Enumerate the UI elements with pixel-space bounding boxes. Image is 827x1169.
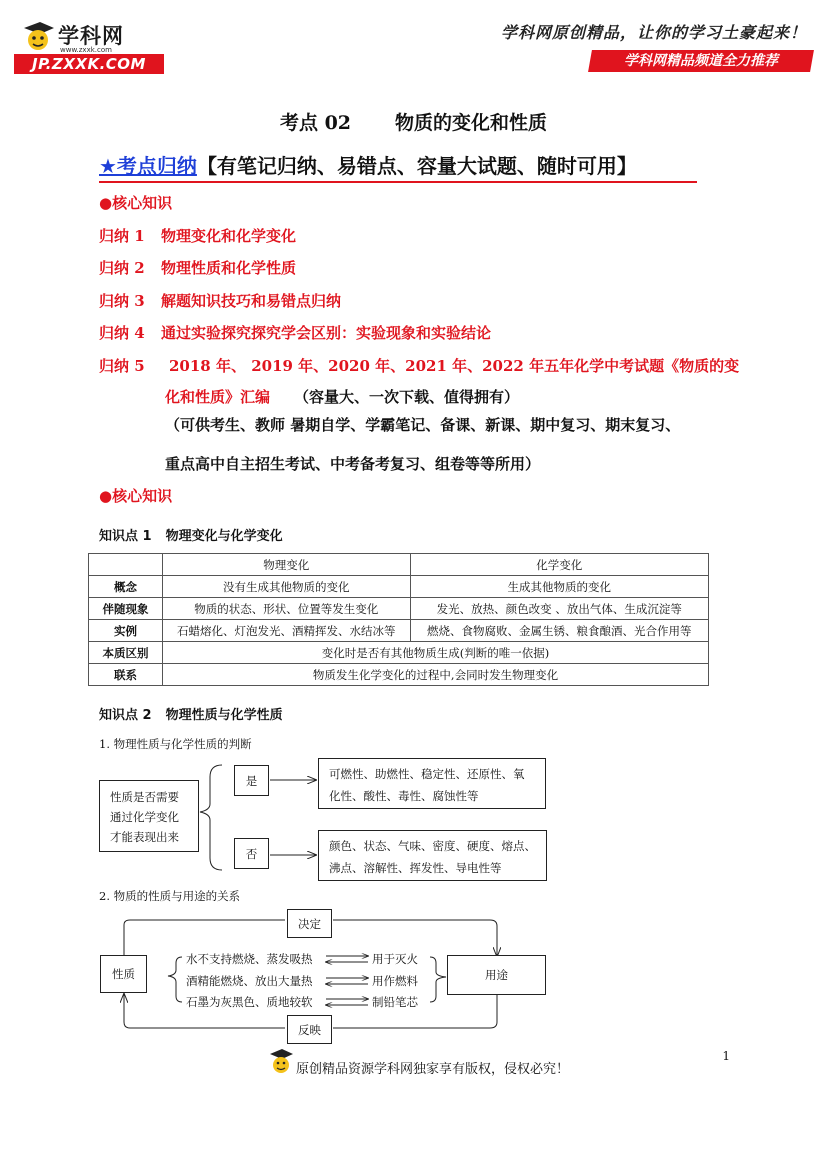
table-cell: 物质的状态、形状、位置等发生变化	[163, 598, 411, 620]
table-header-cell: 化学变化	[410, 554, 708, 576]
use-box: 用途	[447, 955, 546, 995]
table-cell: 物质发生化学变化的过程中,会同时发生物理变化	[163, 664, 709, 686]
property-question-box: 性质是否需要 通过化学变化 才能表现出来	[99, 780, 199, 852]
decide-box: 决定	[287, 909, 332, 938]
kp2-sub2: 2. 物质的性质与用途的关系	[99, 889, 241, 903]
table-cell: 燃烧、食物腐败、金属生锈、粮食酿酒、光合作用等	[410, 620, 708, 642]
table-cell: 石蜡熔化、灯泡发光、酒精挥发、水结冰等	[163, 620, 411, 642]
copyright-notice: 原创精品资源学科网独家享有版权，侵权必究！	[296, 1062, 570, 1077]
pair-property: 水不支持燃烧、蒸发吸热	[186, 952, 313, 966]
pair-property: 石墨为灰黑色、质地较软	[186, 995, 313, 1009]
physical-properties-box: 颜色、状态、气味、密度、硬度、熔点、 沸点、溶解性、挥发性、导电性等	[318, 830, 547, 881]
outline-item: 归纳 2 物理性质和化学性质	[99, 259, 297, 277]
logo-url: JP.ZXXK.COM	[14, 54, 164, 74]
logo-name: 学科网	[58, 24, 124, 48]
kp2-heading: 知识点 2 物理性质与化学性质	[99, 708, 283, 723]
outline-item: 归纳 1 物理变化和化学变化	[99, 227, 297, 245]
row-label: 联系	[89, 664, 163, 686]
no-box: 否	[234, 838, 269, 869]
chemical-properties-box: 可燃性、助燃性、稳定性、还原性、氧 化性、酸性、毒性、腐蚀性等	[318, 758, 546, 809]
usage-note-line1: （可供考生、教师 暑期自学、学霸笔记、备课、新课、期中复习、期末复习、	[165, 416, 681, 434]
outline-item: 归纳 3 解题知识技巧和易错点归纳	[99, 292, 342, 310]
reflect-box: 反映	[287, 1015, 332, 1044]
usage-note-line2: 重点高中自主招生考试、中考备考复习、组卷等等所用）	[165, 455, 541, 473]
banner-lead[interactable]: ★考点归纳	[99, 154, 197, 178]
outline-item: 归纳 5 2018 年、 2019 年、2020 年、2021 年、2022 年五年化学中考试题《物质的变	[99, 357, 740, 375]
table-cell: 发光、放热、颜色改变 、放出气体、生成沉淀等	[410, 598, 708, 620]
kp1-heading: 知识点 1 物理变化与化学变化	[99, 529, 283, 544]
yes-box: 是	[234, 765, 269, 796]
table-cell: 没有生成其他物质的变化	[163, 576, 411, 598]
page-number: 1	[722, 1049, 730, 1063]
row-label: 伴随现象	[89, 598, 163, 620]
row-label: 概念	[89, 576, 163, 598]
logo-domain: www.zxxk.com	[60, 46, 112, 54]
outline-item: 归纳 4 通过实验探究探究学会区别：实验现象和实验结论	[99, 324, 492, 342]
header-slogan: 学科网原创精品，让你的学习土豪起来！	[500, 23, 807, 42]
table-cell: 生成其他物质的变化	[410, 576, 708, 598]
pair-use: 用作燃料	[372, 974, 418, 988]
title-name: 物质的变化和性质	[395, 112, 548, 134]
table-header-cell: 物理变化	[163, 554, 411, 576]
outline-item5-cont: 化和性质》汇编 （容量大、一次下载、值得拥有）	[165, 388, 520, 406]
pair-property: 酒精能燃烧、放出大量热	[186, 974, 313, 988]
table-cell: 变化时是否有其他物质生成(判断的唯一依据)	[163, 642, 709, 664]
row-label: 本质区别	[89, 642, 163, 664]
title-code: 考点 02	[279, 112, 352, 134]
core-knowledge-label: ●核心知识	[99, 194, 173, 212]
property-box: 性质	[100, 955, 147, 993]
row-label: 实例	[89, 620, 163, 642]
core-knowledge-label-2: ●核心知识	[99, 487, 173, 505]
promo-text: 学科网精品频道全力推荐	[624, 53, 778, 69]
pair-use: 用于灭火	[372, 952, 418, 966]
mascot-icon	[268, 1048, 294, 1078]
pair-use: 制铅笔芯	[372, 995, 418, 1009]
banner-rest: 【有笔记归纳、易错点、容量大试题、随时可用】	[196, 154, 637, 178]
kp2-sub1: 1. 物理性质与化学性质的判断	[99, 737, 252, 751]
